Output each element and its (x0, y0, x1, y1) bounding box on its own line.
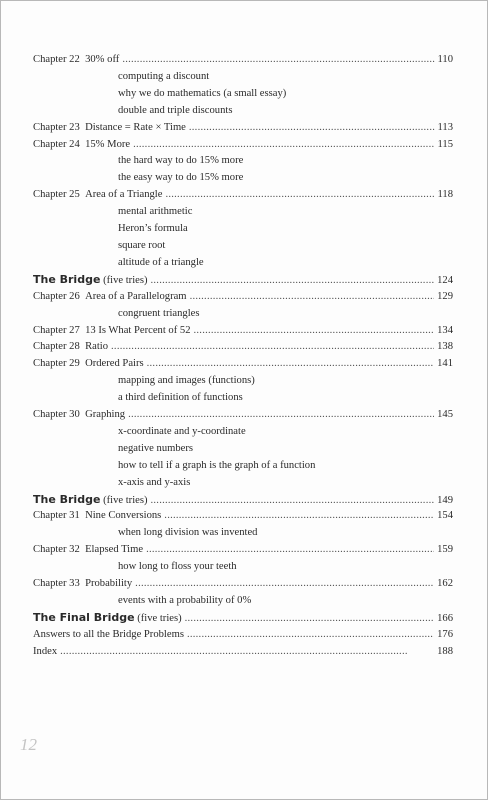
toc-chapter-row (33, 356, 453, 373)
toc-bridge-row (33, 272, 453, 289)
toc-chapter-row (33, 187, 453, 204)
toc-page-number: 129 (437, 290, 453, 302)
toc-subtopic: double and triple discounts (118, 104, 233, 116)
toc-subtopic: computing a discount (118, 70, 210, 82)
dot-leader (122, 52, 434, 69)
chapter-label: Chapter 28 (33, 341, 80, 353)
toc-entry-title (33, 542, 143, 559)
toc-subtopic: the easy way to do 15% more (118, 172, 244, 184)
toc-entry-title (33, 120, 186, 137)
toc-entry-title (33, 407, 125, 424)
toc-subtopic: negative numbers (118, 442, 194, 454)
dot-leader (194, 323, 435, 340)
toc-entry-title (33, 137, 130, 154)
chapter-title: Area of a Parallelogram (85, 290, 187, 302)
toc-chapter-row (33, 542, 453, 559)
chapter-label: Chapter 24 (33, 138, 80, 150)
toc-page-number: 188 (437, 645, 453, 657)
toc-entry-title (33, 492, 148, 510)
bridge-note: (five tries) (137, 612, 182, 624)
toc-subtopic: when long division was invented (118, 527, 258, 539)
chapter-title: 15% More (85, 138, 131, 150)
toc-bridge-row (33, 610, 453, 627)
bridge-title: The Final Bridge (33, 610, 135, 624)
toc-subtopic: square root (118, 239, 166, 251)
toc-page-number: 154 (437, 510, 453, 522)
toc-chapter-row (33, 137, 453, 154)
chapter-label: Chapter 27 (33, 324, 80, 336)
chapter-title: Distance = Rate × Time (85, 121, 186, 133)
dot-leader (190, 289, 435, 306)
bridge-note: (five tries) (103, 274, 148, 286)
toc-page-number: 138 (437, 341, 453, 353)
dot-leader (151, 493, 435, 510)
dot-leader (133, 137, 434, 154)
chapter-label: Chapter 25 (33, 189, 80, 201)
toc-subtopic: why we do mathematics (a small essay) (118, 87, 287, 99)
dot-leader (164, 508, 434, 525)
chapter-label: Chapter 30 (33, 409, 80, 421)
dot-leader (189, 120, 435, 137)
toc-subtopic: x-axis and y-axis (118, 476, 191, 488)
chapter-title: 30% off (85, 54, 120, 65)
chapter-label: Chapter 32 (33, 544, 80, 556)
toc-entry-title (33, 356, 144, 373)
dot-leader (60, 644, 434, 661)
toc-entry-title (33, 627, 184, 644)
toc-page-number: 176 (437, 628, 453, 640)
toc-subtopic: mental arithmetic (118, 206, 193, 218)
toc-entry-title (33, 187, 162, 204)
chapter-label: Chapter 23 (33, 121, 80, 133)
toc-chapter-row (33, 120, 453, 137)
toc-subtopic: how to tell if a graph is the graph of a function (118, 459, 316, 471)
toc-subtopic: how long to floss your teeth (118, 561, 237, 573)
page-number: 12 (20, 735, 37, 754)
dot-leader (146, 542, 434, 559)
chapter-label: Chapter 26 (33, 290, 80, 302)
dot-leader (128, 407, 434, 424)
toc-subtopic: congruent triangles (118, 307, 200, 319)
dot-leader (135, 576, 434, 593)
toc-subtopic: altitude of a triangle (118, 256, 204, 268)
toc-chapter-row (33, 289, 453, 306)
toc-plain-row (33, 644, 453, 661)
dot-leader (147, 356, 434, 373)
bridge-title: The Bridge (33, 492, 101, 506)
toc-subtopic: x-coordinate and y-coordinate (118, 425, 246, 437)
toc-entry-title (33, 272, 148, 290)
toc-page-number: 134 (437, 324, 453, 336)
toc-entry-title (33, 289, 187, 306)
chapter-title: Ratio (85, 341, 109, 353)
toc-subtopic: events with a probability of 0% (118, 595, 252, 606)
dot-leader (187, 627, 434, 644)
toc-page-number: 113 (437, 121, 453, 133)
toc-chapter-row (33, 576, 453, 593)
toc-page-number: 145 (437, 409, 453, 421)
toc-page-number: 149 (437, 494, 453, 506)
toc-chapter-row (33, 407, 453, 424)
toc-page-number: 162 (437, 578, 453, 590)
toc-subtopic: a third definition of functions (118, 392, 243, 404)
toc-page-number: 118 (437, 189, 453, 201)
toc-chapter-row (33, 323, 453, 340)
bridge-title: The Bridge (33, 272, 101, 286)
toc-entry-title (33, 610, 182, 628)
dot-leader (185, 611, 434, 628)
chapter-label: Chapter 22 (33, 54, 80, 65)
chapter-title: 13 Is What Percent of 52 (85, 324, 191, 336)
bridge-note: (five tries) (103, 494, 148, 506)
toc-entry-title (33, 508, 161, 525)
toc-entry-title (33, 644, 57, 661)
chapter-label: Chapter 29 (33, 358, 80, 370)
toc-chapter-row (33, 52, 453, 69)
dot-leader (111, 339, 434, 356)
toc-bridge-row (33, 492, 453, 509)
chapter-title: Nine Conversions (85, 510, 162, 522)
toc-entry-title (33, 576, 132, 593)
toc-subtopic: mapping and images (functions) (118, 375, 255, 387)
toc-entry-title (33, 339, 108, 356)
toc-entry-title (33, 323, 191, 340)
chapter-label: Chapter 31 (33, 510, 80, 522)
toc-chapter-row (33, 508, 453, 525)
dot-leader (165, 187, 434, 204)
toc-chapter-row (33, 339, 453, 356)
chapter-title: Area of a Triangle (85, 189, 163, 201)
toc-page-number: 115 (437, 138, 453, 150)
entry-title: Index (33, 645, 58, 657)
chapter-title: Elapsed Time (85, 544, 144, 556)
chapter-title: Probability (85, 578, 133, 590)
toc-plain-row (33, 627, 453, 644)
toc-subtopic: Heron’s formula (118, 223, 188, 235)
dot-leader (151, 273, 435, 290)
toc-entry-title (33, 52, 119, 69)
toc-page-number: 166 (437, 612, 453, 624)
toc-page-number: 124 (437, 274, 453, 286)
chapter-title: Graphing (85, 409, 126, 421)
toc-page-number: 110 (437, 54, 453, 65)
chapter-title: Ordered Pairs (85, 358, 144, 370)
entry-title: Answers to all the Bridge Problems (33, 628, 184, 640)
chapter-label: Chapter 33 (33, 578, 80, 590)
toc-page-number: 159 (437, 544, 453, 556)
toc-subtopic: the hard way to do 15% more (118, 155, 244, 167)
toc-page-number: 141 (437, 358, 453, 370)
table-of-contents (33, 52, 453, 661)
